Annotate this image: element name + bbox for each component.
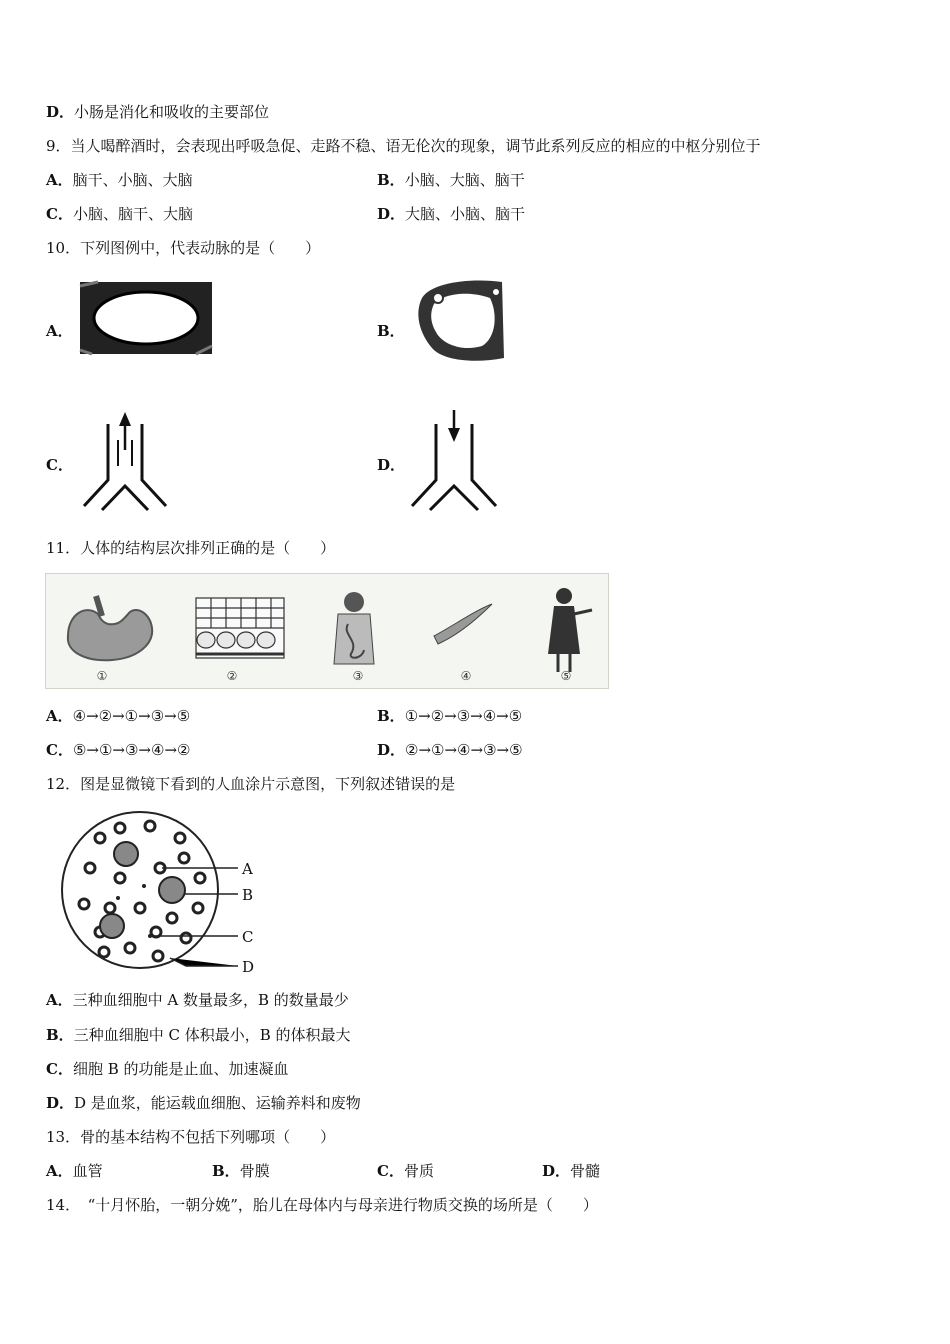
q10-stem: 10．下列图例中，代表动脉的是（ ）: [46, 239, 321, 257]
option-text: 骨质: [403, 1162, 434, 1180]
q8-option-d: [46, 102, 269, 122]
option-text: ①→②→③→④→⑤: [404, 707, 523, 725]
option-text: 骨髓: [570, 1162, 601, 1180]
option-label: B．: [46, 1026, 74, 1044]
muscle-cell-icon: [434, 604, 492, 644]
q13-option-c: [377, 1161, 434, 1181]
q12-option-b: [46, 1025, 351, 1045]
option-text: ④→②→①→③→⑤: [72, 707, 191, 725]
vessel-branch-arrow-down-icon: [408, 406, 500, 514]
figure-label-5: ⑤: [560, 669, 572, 683]
q14-stem: 14． “十月怀胎，一朝分娩”，胎儿在母体内与母亲进行物质交换的场所是（ ）: [46, 1196, 598, 1214]
option-label: B．: [212, 1162, 240, 1180]
option-label: B．: [377, 707, 405, 725]
option-label: C．: [46, 205, 73, 223]
option-text: 小肠是消化和吸收的主要部位: [74, 103, 270, 121]
option-label: C．: [46, 1060, 73, 1078]
q11-option-b: [377, 706, 522, 726]
vessel-cross-section-thick-icon: [78, 280, 214, 356]
q12-stem: 12．图是显微镜下看到的人血涂片示意图，下列叙述错误的是: [46, 775, 456, 793]
q10-option-d-label: D．: [377, 456, 406, 474]
q13-option-d: [542, 1161, 600, 1181]
option-text: 骨膜: [239, 1162, 270, 1180]
tissue-icon: [196, 598, 284, 658]
figure-label-4: ④: [460, 669, 472, 683]
q11-option-d: [377, 740, 523, 760]
person-icon: [548, 588, 592, 672]
q11-option-c: [46, 740, 190, 760]
q11-stem: 11．人体的结构层次排列正确的是（ ）: [46, 539, 336, 557]
option-label: D．: [377, 205, 406, 223]
option-text: 小脑、脑干、大脑: [72, 205, 193, 223]
q13-option-b: [212, 1161, 270, 1181]
blood-smear-figure: [60, 808, 270, 976]
q9-stem: 9．当人喝醉酒时，会表现出呼吸急促、走路不稳、语无伦次的现象，调节此系列反应的相应的中枢分别位于: [46, 137, 761, 155]
smear-label-c: C: [242, 928, 254, 946]
smear-label-a: A: [242, 860, 253, 878]
option-text: 血管: [72, 1162, 103, 1180]
body-system-icon: [334, 592, 374, 664]
vessel-cross-section-thin-icon: [412, 278, 508, 364]
q12-option-d: [46, 1093, 361, 1113]
option-label: D．: [542, 1162, 571, 1180]
figure-label-1: ①: [96, 669, 108, 683]
option-text: 三种血细胞中 C 体积最小，B 的体积最大: [73, 1026, 351, 1044]
q9-option-a: [46, 170, 193, 190]
option-label: C．: [377, 1162, 404, 1180]
option-label: C．: [46, 741, 73, 759]
option-text: 大脑、小脑、脑干: [405, 205, 526, 223]
q9-option-c: [46, 204, 193, 224]
q11-option-a: [46, 706, 190, 726]
figure-label-3: ③: [352, 669, 364, 683]
stomach-icon: [68, 610, 152, 660]
q9-option-b: [377, 170, 525, 190]
q10-option-a-label: A．: [46, 322, 73, 340]
figure-label-2: ②: [226, 669, 238, 683]
option-label: A．: [46, 171, 73, 189]
q10-option-c-label: C．: [46, 456, 73, 474]
q12-option-a: [46, 990, 349, 1010]
q9-option-d: [377, 204, 525, 224]
q13-option-a: [46, 1161, 103, 1181]
option-label: A．: [46, 707, 73, 725]
option-label: D．: [377, 741, 406, 759]
option-label: A．: [46, 1162, 73, 1180]
q10-option-b-label: B．: [377, 322, 405, 340]
vessel-branch-arrow-up-icon: [80, 406, 170, 514]
option-text: 脑干、小脑、大脑: [72, 171, 193, 189]
option-text: D 是血浆，能运载血细胞、运输养料和废物: [74, 1094, 361, 1112]
option-label: B．: [377, 171, 405, 189]
q13-stem: 13．骨的基本结构不包括下列哪项（ ）: [46, 1128, 336, 1146]
q12-option-c: [46, 1059, 289, 1079]
smear-label-d: D: [242, 958, 255, 976]
smear-label-b: B: [242, 886, 254, 904]
option-text: ②→①→④→③→⑤: [405, 741, 523, 759]
option-text: ⑤→①→③→④→②: [72, 741, 191, 759]
option-label: D．: [46, 1094, 75, 1112]
option-text: 细胞 B 的功能是止血、加速凝血: [72, 1060, 289, 1078]
option-text: 三种血细胞中 A 数量最多，B 的数量最少: [72, 991, 349, 1009]
body-structure-levels-figure: [45, 573, 609, 689]
option-text: 小脑、大脑、脑干: [404, 171, 525, 189]
option-label: A．: [46, 991, 73, 1009]
option-label: D．: [46, 103, 75, 121]
